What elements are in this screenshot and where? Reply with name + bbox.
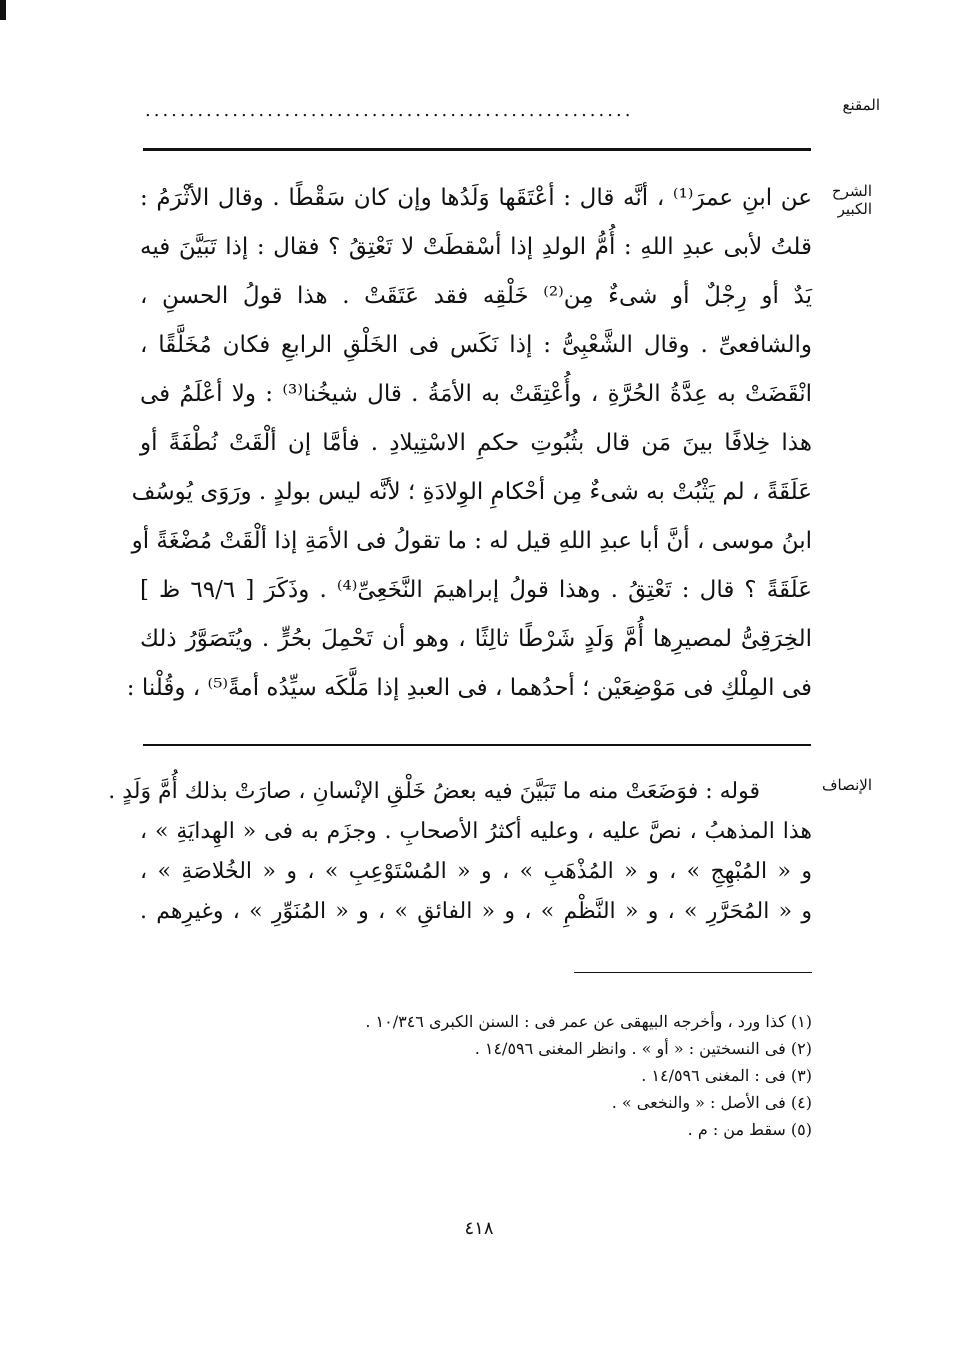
insaf-line: قوله : فوَضَعَتْ منه ما تَبَيَّنَ فيه بعضُ خَلْقِ الإنْسانِ ، صارَتْ بذلك أُمَّ وَلَدٍ . bbox=[108, 779, 760, 804]
sharh-line: هذا خِلافًا بينَ مَن قال بثُبُوتِ حكمِ الاسْتِيلادِ . فأمَّا إن ألْقَتْ نُطْفَةً أو bbox=[140, 430, 812, 456]
insaf-line: هذا المذهبُ ، نصَّ عليه ، وعليه أكثرُ الأصحابِ . وجزَم به فى « الهِدايَةِ » ، bbox=[140, 819, 812, 844]
footnote-item: (٢) فى النسختين : « أو » . وانظر المغنى ١٤/٥٩٦ . bbox=[474, 1039, 812, 1058]
insaf-line: و « المُحَرَّرِ » ، و « النَّظْمِ » ، و « الفائقِ » ، و « المُنَوِّرِ » ، وغيرِهم . bbox=[140, 899, 812, 924]
footnote-item: (٣) فى : المغنى ١٤/٥٩٦ . bbox=[641, 1066, 812, 1085]
insaf-section-label: الإنصاف bbox=[821, 776, 872, 794]
sharh-line: انْقَضَتْ به عِدَّةُ الحُرَّةِ ، وأُعْتِقَتْ به الأمَةُ . قال شيخُنا⁽³⁾ : ولا أعْلَمُ فى bbox=[140, 381, 812, 407]
section-divider-rule bbox=[143, 744, 811, 746]
sharh-line: عن ابنِ عمرَ⁽¹⁾ ، أنَّه قال : أعْتَقَها وَلَدُها وإن كان سَقْطًا . وقال الأثْرَمُ : bbox=[140, 185, 813, 211]
insaf-line: و « المُبْهِجِ » ، و « المُذْهَبِ » ، و « المُسْتَوْعِبِ » ، و « الخُلاصَةِ » ، bbox=[140, 859, 812, 884]
header-dotted-leader: ........................................................ bbox=[145, 100, 634, 121]
footnote-item: (٤) فى الأصل : « والنخعى » . bbox=[611, 1093, 812, 1112]
footnote-separator-rule bbox=[574, 972, 812, 973]
page-number: ٤١٨ bbox=[464, 1218, 494, 1239]
sharh-line: فى المِلْكِ فى مَوْضِعَيْن ؛ أحدُهما ، فى العبدِ إذا مَلَّكَه سيِّدُه أمةً⁽⁵⁾ ، وقُلْنا : bbox=[126, 675, 812, 701]
sharh-line: عَلَقَةً ؟ قال : تَعْتِقُ . وهذا قولُ إبراهيمَ النَّخَعِىِّ⁽⁴⁾ . وذَكَرَ [ ٦٩/٦ ظ ] bbox=[140, 577, 812, 603]
sharh-line: عَلَقَةً ، لم يَثْبُتْ به شىءٌ مِن أحْكامِ الوِلادَةِ ؛ لأنَّه ليس بولدٍ . ورَوَى يُوسُف bbox=[131, 479, 812, 505]
sharh-line: والشافعىِّ . وقال الشَّعْبِىُّ : إذا نَكَس فى الخَلْقِ الرابعِ فكان مُخَلَّقًا ، bbox=[140, 332, 812, 358]
footnote-item: (١) كذا ورد ، وأخرجه البيهقى عن عمر فى : السنن الكبرى ١٠/٣٤٦ . bbox=[365, 1012, 812, 1031]
scan-edge-mark bbox=[0, 0, 6, 20]
sharh-line: ابنُ موسى ، أنَّ أبا عبدِ اللهِ قيل له : ما تقولُ فى الأمَةِ إذا ألْقَتْ مُضْغَةً أو bbox=[131, 528, 812, 554]
footnotes-list bbox=[300, 1008, 812, 1143]
sharh-line: قلتُ لأبى عبدِ اللهِ : أُمُّ الولدِ إذا أسْقطَتْ لا تَعْتِقُ ؟ فقال : إذا تَبَيَّنَ فيه bbox=[140, 234, 812, 260]
sharh-text-block bbox=[126, 174, 813, 713]
running-header-title: المقنع bbox=[842, 96, 880, 114]
footnote-item: (٥) سقط من : م . bbox=[687, 1120, 812, 1139]
sharh-section-label: الشرح الكبير bbox=[831, 182, 872, 218]
insaf-text-block bbox=[108, 772, 812, 932]
header-rule bbox=[143, 148, 811, 151]
sharh-line: يَدٌ أو رِجْلٌ أو شىءٌ مِن⁽²⁾ خَلْقِه فقد عَتَقَتْ . هذا قولُ الحسنِ ، bbox=[140, 283, 812, 309]
sharh-line: الخِرَقِىُّ لمصيرِها أُمَّ وَلَدٍ شَرْطًا ثالِثًا ، وهو أن تَحْمِلَ بحُرٍّ . ويُتَصَوَّرُ ذلك bbox=[140, 626, 812, 652]
